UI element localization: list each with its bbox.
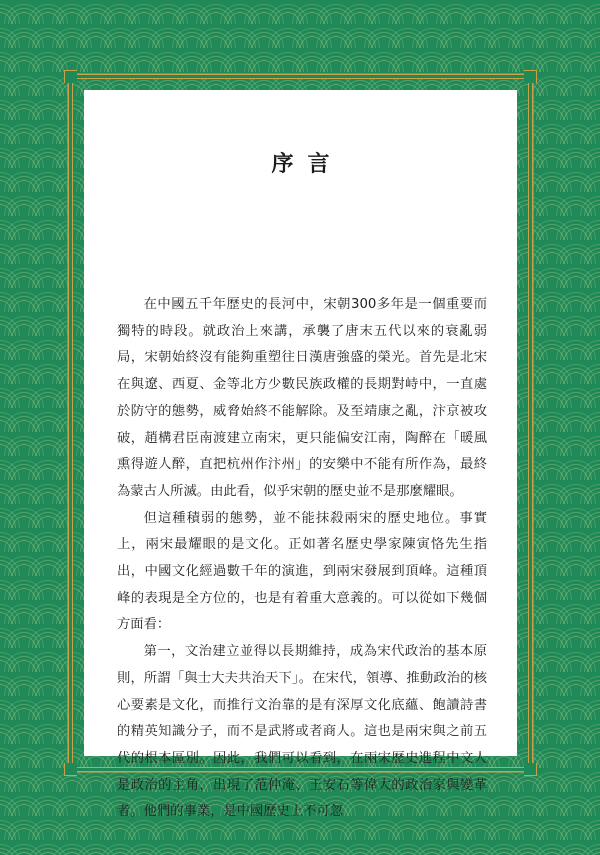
paragraph: 但這種積弱的態勢，並不能抹殺兩宋的歷史地位。事實上，兩宋最耀眼的是文化。正如著名歷史學家陳寅恪先生指出，中國文化經過數千年的演進，到兩宋發展到頂峰。這種頂峰的表現是全方位的，也是有着重大意義的。可以從如下幾個方面看： [117, 510, 487, 633]
paragraph: 在中國五千年歷史的長河中，宋朝300多年是一個重要而獨特的時段。就政治上來講，承襲了唐末五代以來的衰亂弱局，宋朝始終沒有能夠重塑往日漢唐強盛的榮光。首先是北宋在與遼、西夏、金等北方少數民族政權的長期對峙中，一直處於防守的態勢，威脅始終不能解除。及至靖康之亂，汴京被攻破，趙構君臣南渡建立南宋，更只能偏安江南，陶醉在「暖風熏得遊人醉，直把杭州作汴州」的安樂中不能有所作為，最終為蒙古人所滅。由此看，似乎宋朝的歷史並不是那麼耀眼。 [117, 297, 487, 499]
preface-body [117, 292, 487, 826]
page-paper [84, 90, 517, 820]
frame-corner [64, 763, 77, 776]
paragraph: 第一，文治建立並得以長期維持，成為宋代政治的基本原則，所謂「與士大夫共治天下」。在宋代，領導、推動政治的核心要素是文化，而推行文治靠的是有深厚文化底蘊、飽讀詩書的精英知識分子，而不是武將或者商人。這也是兩宋與之前五代的根本區別。因此，我們可以看到，在兩宋歷史進程中文人是政治的主角，出現了范仲淹、王安石等偉大的政治家與變革者。他們的事業，是中國歷史上不可忽 [117, 644, 487, 820]
frame-corner [524, 763, 537, 776]
frame-corner [524, 70, 537, 83]
page-title: 序言 [271, 152, 344, 177]
frame-corner [64, 70, 77, 83]
